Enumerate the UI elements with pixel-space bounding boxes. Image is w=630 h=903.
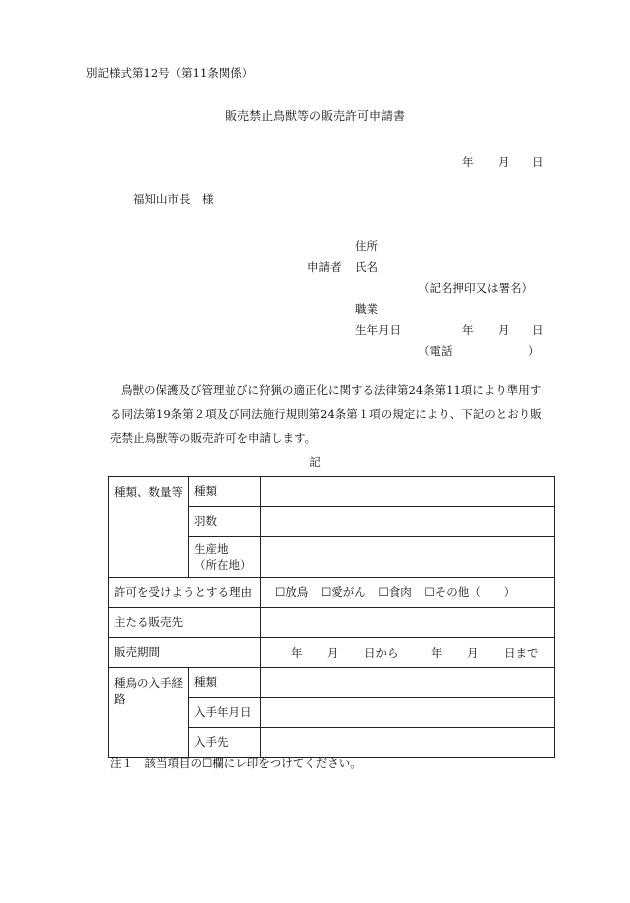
- period-from-day: 日から: [364, 646, 399, 660]
- period-to-year: 年: [431, 646, 443, 660]
- acquisition-route-label: 種鳥の入手経路: [109, 668, 189, 758]
- birth-year: 年: [462, 323, 474, 337]
- period-to-day: 日まで: [504, 646, 539, 660]
- birth-day: 日: [532, 323, 544, 337]
- phone-close: ）: [528, 344, 540, 358]
- reason-options: [261, 578, 555, 608]
- acq-source-field[interactable]: [261, 728, 555, 758]
- acq-date-field[interactable]: [261, 698, 555, 728]
- origin-label-line2: （所在地）: [194, 558, 252, 572]
- date-year: 年: [462, 155, 474, 169]
- date-month: 月: [498, 155, 510, 169]
- reason-option-release[interactable]: ☐放鳥: [275, 585, 309, 600]
- type-quantity-label: 種類、数量等: [109, 477, 189, 578]
- date-day: 日: [532, 155, 544, 169]
- acq-date-label: 入手年月日: [189, 698, 261, 728]
- main-buyer-field[interactable]: [261, 608, 555, 638]
- applicant-address-label: 住所: [355, 239, 378, 253]
- addressee: 福知山市長 様: [133, 192, 214, 206]
- origin-label-line1: 生産地: [194, 541, 229, 556]
- phone-open: （電話: [418, 344, 453, 358]
- reason-option-meat[interactable]: ☐食肉: [378, 585, 412, 600]
- count-field[interactable]: [261, 507, 555, 537]
- applicant-heading: 申請者: [307, 260, 342, 274]
- reason-label: 許可を受けようとする理由: [109, 578, 261, 608]
- applicant-name-label: 氏名: [355, 260, 378, 274]
- main-buyer-label: 主たる販売先: [109, 608, 261, 638]
- period-from-year: 年: [291, 646, 303, 660]
- origin-label: [189, 537, 261, 578]
- acq-species-label: 種類: [189, 668, 261, 698]
- count-label: 羽数: [189, 507, 261, 537]
- footnote: 注１ 該当項目の☐欄にレ印をつけてください。: [110, 756, 362, 770]
- reason-option-other[interactable]: ☐その他（ ）: [424, 585, 516, 600]
- document-title: 販売禁止鳥獣等の販売許可申請書: [224, 109, 405, 123]
- species-field[interactable]: [261, 477, 555, 507]
- applicant-seal-note: （記名押印又は署名）: [418, 281, 533, 295]
- birth-month: 月: [498, 323, 510, 337]
- acq-species-field[interactable]: [261, 668, 555, 698]
- sales-period-field[interactable]: [261, 638, 555, 668]
- application-table: [108, 476, 555, 758]
- application-body-text: 鳥獣の保護及び管理並びに狩猟の適正化に関する法律第24条第11項により準用する同法第19条第２項及び同法施行規則第24条第１項の規定により、下記のとおり販売禁止鳥獣等の販売許可を申請します。: [110, 383, 542, 445]
- period-to-month: 月: [467, 646, 479, 660]
- species-label: 種類: [189, 477, 261, 507]
- sales-period-label: 販売期間: [109, 638, 261, 668]
- form-number-label: 別記様式第12号（第11条関係）: [86, 66, 254, 80]
- acq-source-label: 入手先: [189, 728, 261, 758]
- reason-option-pet[interactable]: ☐愛がん: [320, 585, 366, 600]
- origin-field[interactable]: [261, 537, 555, 578]
- period-from-month: 月: [327, 646, 339, 660]
- applicant-birthdate-label: 生年月日: [355, 323, 401, 337]
- record-heading: 記: [309, 455, 321, 469]
- applicant-occupation-label: 職業: [355, 302, 378, 316]
